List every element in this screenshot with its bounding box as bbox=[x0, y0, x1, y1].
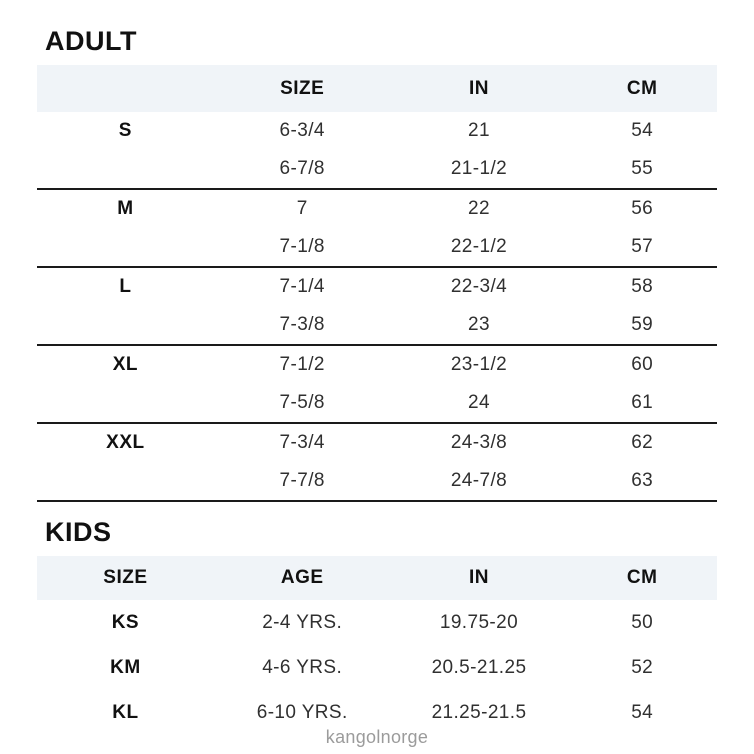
inches-cell: 23 bbox=[468, 314, 490, 335]
table-row bbox=[37, 268, 717, 306]
size-cell: 7-3/4 bbox=[279, 432, 325, 453]
table-row bbox=[37, 306, 717, 344]
inches-cell: 21.25-21.5 bbox=[431, 701, 527, 723]
table-row bbox=[37, 424, 717, 462]
adult-col-header-cm: CM bbox=[626, 77, 658, 99]
cm-cell: 54 bbox=[631, 701, 654, 723]
table-row bbox=[37, 645, 717, 690]
kids-table-body bbox=[37, 600, 717, 735]
adult-section-title: ADULT bbox=[45, 26, 137, 56]
kids-section bbox=[37, 517, 717, 735]
inches-cell: 24-3/8 bbox=[450, 432, 508, 453]
inches-cell: 22 bbox=[468, 198, 490, 219]
group-label-cell: S bbox=[118, 120, 132, 141]
adult-size-group bbox=[37, 112, 717, 190]
table-row bbox=[37, 150, 717, 188]
group-label-cell: XXL bbox=[106, 432, 145, 453]
cm-cell: 52 bbox=[631, 656, 654, 678]
watermark-text: kangolnorge bbox=[325, 727, 429, 747]
adult-col-header-in: IN bbox=[468, 77, 489, 99]
adult-col-header-size: SIZE bbox=[280, 77, 325, 99]
size-cell: 7-1/2 bbox=[279, 354, 325, 375]
inches-cell: 22-3/4 bbox=[450, 276, 508, 297]
kids-col-header-cm: CM bbox=[626, 567, 658, 588]
cm-cell: 62 bbox=[631, 432, 654, 453]
table-row bbox=[37, 190, 717, 228]
table-row bbox=[37, 346, 717, 384]
cm-cell: 54 bbox=[631, 120, 654, 141]
kids-col-header-size: SIZE bbox=[103, 567, 148, 588]
group-label-cell: L bbox=[119, 276, 132, 297]
inches-cell: 21 bbox=[468, 120, 490, 141]
kids-col-header-in: IN bbox=[468, 567, 489, 588]
kids-size-cell: KM bbox=[110, 656, 141, 678]
cm-cell: 55 bbox=[631, 158, 654, 179]
inches-cell: 21-1/2 bbox=[450, 158, 508, 179]
size-cell: 6-3/4 bbox=[279, 120, 325, 141]
adult-section bbox=[37, 26, 717, 502]
inches-cell: 24 bbox=[468, 392, 490, 413]
inches-cell: 19.75-20 bbox=[439, 611, 519, 633]
cm-cell: 56 bbox=[631, 198, 654, 219]
table-row bbox=[37, 228, 717, 266]
adult-size-group bbox=[37, 268, 717, 346]
age-cell: 2-4 YRS. bbox=[262, 611, 343, 633]
cm-cell: 59 bbox=[631, 314, 654, 335]
size-cell: 7-3/8 bbox=[279, 314, 325, 335]
cm-cell: 58 bbox=[631, 276, 654, 297]
kids-size-cell: KS bbox=[111, 611, 140, 633]
age-cell: 4-6 YRS. bbox=[262, 656, 343, 678]
cm-cell: 50 bbox=[631, 611, 654, 633]
size-cell: 7-1/4 bbox=[279, 276, 325, 297]
table-row bbox=[37, 384, 717, 422]
cm-cell: 63 bbox=[631, 470, 654, 491]
size-cell: 6-7/8 bbox=[279, 158, 325, 179]
group-label-cell: XL bbox=[112, 354, 139, 375]
table-row bbox=[37, 600, 717, 645]
size-cell: 7 bbox=[296, 198, 308, 219]
kids-table-header bbox=[37, 556, 717, 600]
kids-size-cell: KL bbox=[112, 701, 139, 723]
age-cell: 6-10 YRS. bbox=[256, 701, 348, 723]
size-cell: 7-5/8 bbox=[279, 392, 325, 413]
cm-cell: 61 bbox=[631, 392, 654, 413]
kids-col-header-age: AGE bbox=[280, 567, 324, 588]
size-cell: 7-7/8 bbox=[279, 470, 325, 491]
cm-cell: 57 bbox=[631, 236, 654, 257]
kids-section-title: KIDS bbox=[45, 517, 112, 547]
size-cell: 7-1/8 bbox=[279, 236, 325, 257]
group-label-cell: M bbox=[117, 198, 134, 219]
table-row bbox=[37, 112, 717, 150]
table-row bbox=[37, 462, 717, 500]
inches-cell: 23-1/2 bbox=[450, 354, 508, 375]
inches-cell: 20.5-21.25 bbox=[431, 656, 527, 678]
adult-size-group bbox=[37, 346, 717, 424]
inches-cell: 24-7/8 bbox=[450, 470, 508, 491]
cm-cell: 60 bbox=[631, 354, 654, 375]
inches-cell: 22-1/2 bbox=[450, 236, 508, 257]
adult-size-group bbox=[37, 190, 717, 268]
adult-table-body bbox=[37, 112, 717, 502]
adult-table-header bbox=[37, 65, 717, 112]
adult-size-group bbox=[37, 424, 717, 502]
